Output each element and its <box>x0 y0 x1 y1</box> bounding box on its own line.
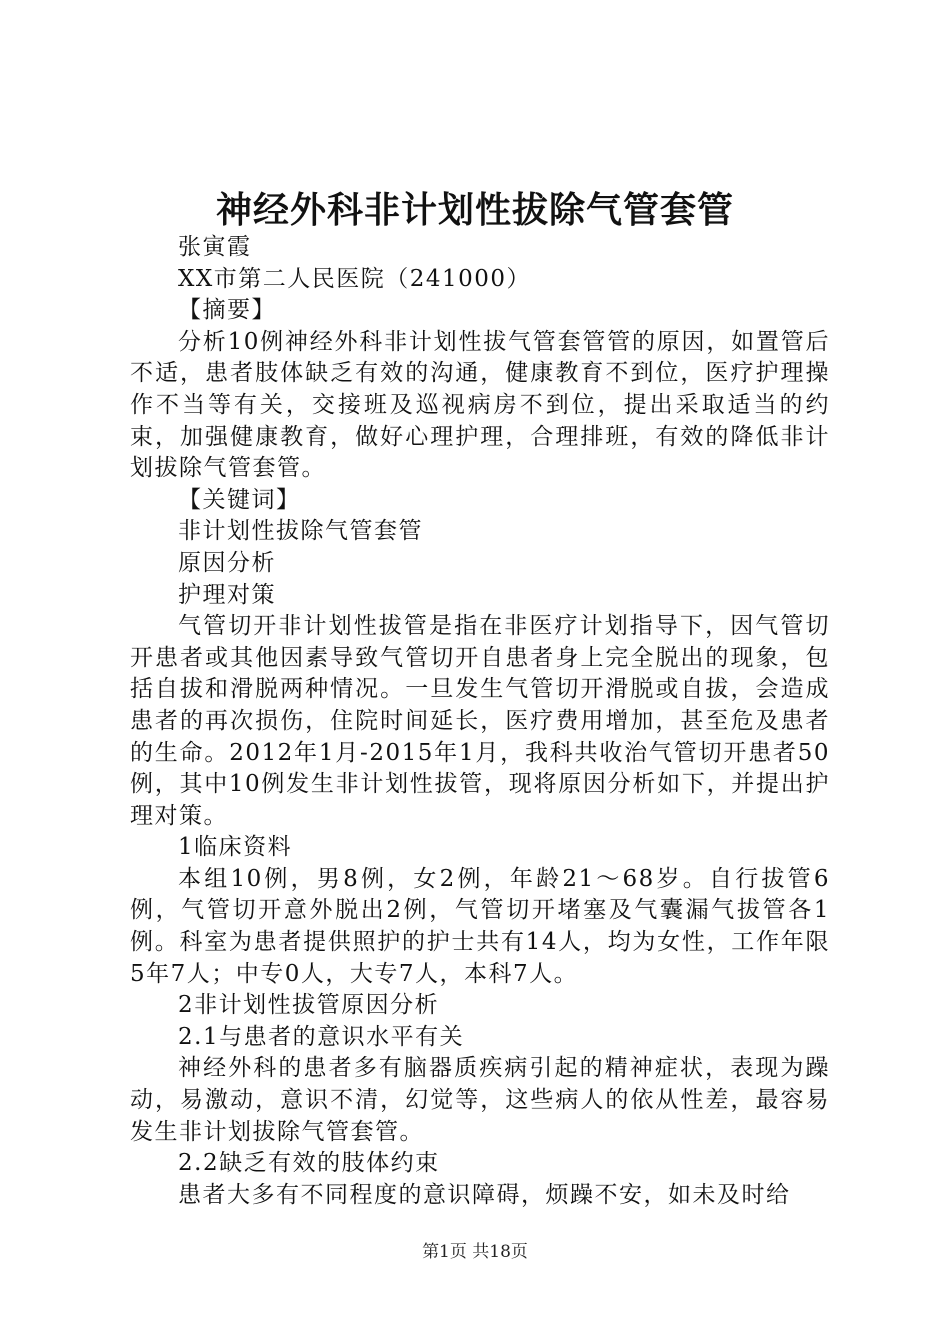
page-footer: 第1页 共18页 <box>422 1242 528 1262</box>
keyword-item: 护理对策 <box>178 581 276 608</box>
subsection-heading: 2.1与患者的意识水平有关 <box>178 1023 465 1050</box>
section-heading: 1临床资料 <box>178 834 293 861</box>
keyword-item: 非计划性拔除气管套管 <box>178 518 423 545</box>
section-paragraph: 患者大多有不同程度的意识障碍，烦躁不安，如未及时给 <box>178 1181 791 1208</box>
document-body <box>130 232 830 1211</box>
document-title: 神经外科非计划性拔除气管套管 <box>215 189 734 231</box>
abstract-paragraph: 分析10例神经外科非计划性拔气管套管管的原因，如置管后不适，患者肢体缺乏有效的沟通，健康教育不到位，医疗护理操作不当等有关，交接班及巡视病房不到位，提出采取适当的约束，加强健康教育，做好心理护理，合理排班，有效的降低非计划拔除气管套管。 <box>130 328 830 482</box>
keywords-heading: 【关键词】 <box>178 486 301 513</box>
author-name: 张寅霞 <box>178 234 252 260</box>
keyword-item: 原因分析 <box>178 549 276 576</box>
subsection-heading: 2.2缺乏有效的肢体约束 <box>178 1150 440 1177</box>
section-paragraph: 神经外科的患者多有脑器质疾病引起的精神症状，表现为躁动，易激动，意识不清，幻觉等，这些病人的依从性差，最容易发生非计划拔除气管套管。 <box>130 1055 830 1145</box>
section-heading: 2非计划性拔管原因分析 <box>178 992 440 1019</box>
abstract-heading: 【摘要】 <box>178 297 276 324</box>
section-paragraph: 本组10例，男8例，女2例，年龄21～68岁。自行拔管6例，气管切开意外脱出2例，气管切开堵塞及气囊漏气拔管各1例。科室为患者提供照护的护士共有14人，均为女性，工作年限5年7人；中专0人，大专7人，本科7人。 <box>130 865 830 987</box>
intro-paragraph: 气管切开非计划性拔管是指在非医疗计划指导下，因气管切开患者或其他因素导致气管切开自患者身上完全脱出的现象，包括自拔和滑脱两种情况。一旦发生气管切开滑脱或自拔，会造成患者的再次损伤，住院时间延长，医疗费用增加，甚至危及患者的生命。2012年1月-2015年1月，我科共收治气管切开患者50例，其中10例发生非计划性拔管，现将原因分析如下，并提出护理对策。 <box>130 613 830 829</box>
author-affiliation: XX市第二人民医院（241000） <box>178 265 532 292</box>
